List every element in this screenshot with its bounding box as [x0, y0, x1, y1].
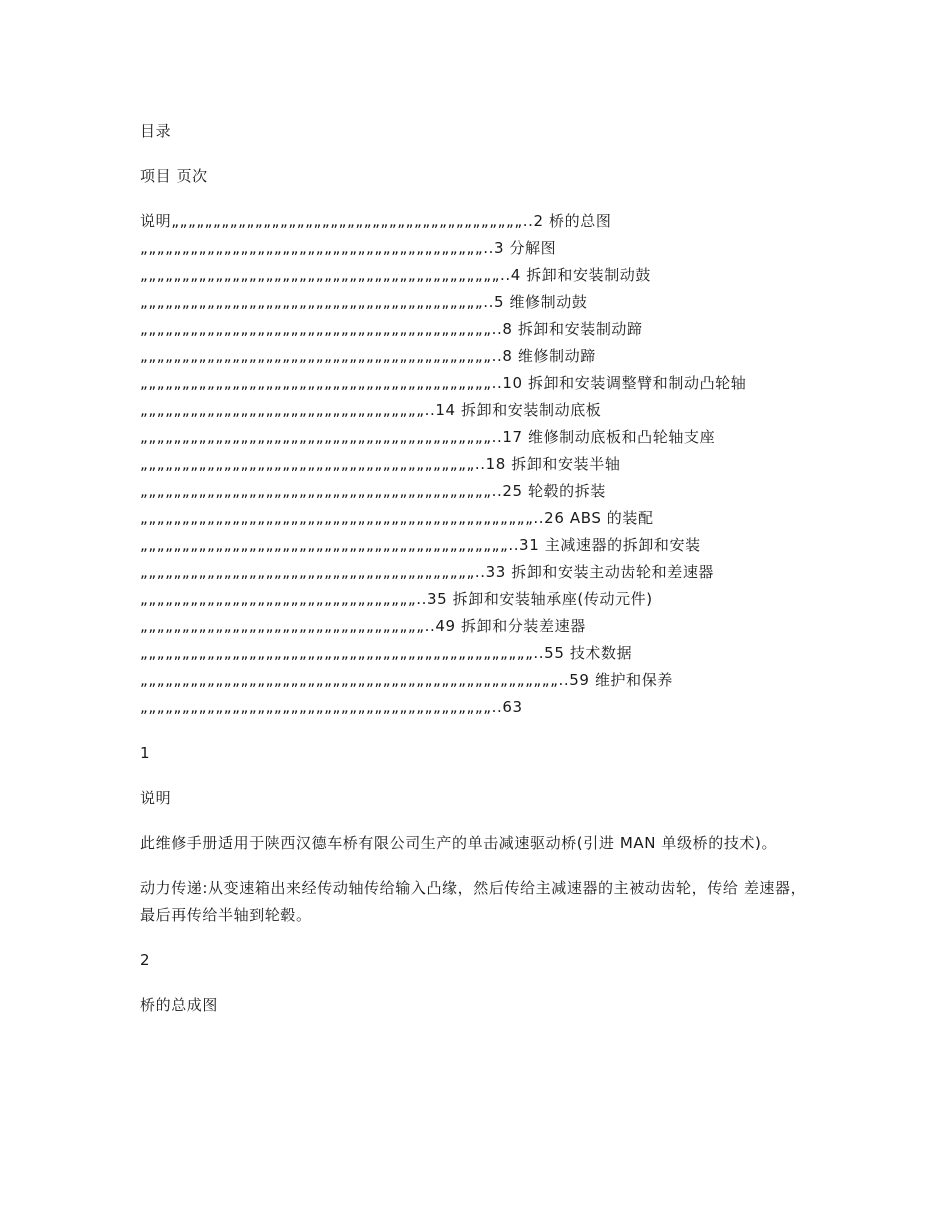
document-page [140, 118, 808, 1019]
page-number: 1 [140, 744, 151, 762]
page-number: 2 [140, 951, 151, 969]
power-transmission-paragraph: 动力传递:从变速箱出来经传动轴传给输入凸缘，然后传给主减速器的主被动齿轮，传给 差速器，最后再传给半轴到轮毂。 [140, 879, 807, 924]
section-title-intro: 说明 [140, 789, 172, 807]
toc-column-headers: 项目 页次 [140, 167, 208, 185]
intro-paragraph: 此维修手册适用于陕西汉德车桥有限公司生产的单击减速驱动桥(引进 MAN 单级桥的技术)。 [140, 834, 778, 852]
toc-heading: 目录 [140, 122, 172, 140]
section-title-assembly: 桥的总成图 [140, 996, 219, 1014]
toc-entries: 说明„„„„„„„„„„„„„„„„„„„„„„„„„„„„„„„„„„„„„„„„„„..2 桥的总图„„„„„„„„„„„„„„„„„„„„„„„„„„„„„„„„„„„„„„„„„..3 分解图„„„„„„„„„„„„„„„„„„„„„„„„„„„„„„„„„„„„„„„„„„„..4 拆卸和安装制动鼓„„„„„„„„„„„„„„„„„„„„„„„„„„„„„„„„„„„„„„„„„..5 维修制动鼓„„„„„„„„„„„„„„„„„„„„„„„„„„„„„„„„„„„„„„„„„„..8 拆卸和安装制动蹄„„„„„„„„„„„„„„„„„„„„„„„„„„„„„„„„„„„„„„„„„„..8 维修制动蹄„„„„„„„„„„„„„„„„„„„„„„„„„„„„„„„„„„„„„„„„„„..10 拆卸和安装调整臂和制动凸轮轴„„„„„„„„„„„„„„„„„„„„„„„„„„„„„„„„„„..14 拆卸和安装制动底板„„„„„„„„„„„„„„„„„„„„„„„„„„„„„„„„„„„„„„„„„„..17 维修制动底板和凸轮轴支座„„„„„„„„„„„„„„„„„„„„„„„„„„„„„„„„„„„„„„„„..18 拆卸和安装半轴„„„„„„„„„„„„„„„„„„„„„„„„„„„„„„„„„„„„„„„„„„..25 轮毂的拆装„„„„„„„„„„„„„„„„„„„„„„„„„„„„„„„„„„„„„„„„„„„„„„„..26 ABS 的装配„„„„„„„„„„„„„„„„„„„„„„„„„„„„„„„„„„„„„„„„„„„„..31 主减速器的拆卸和安装„„„„„„„„„„„„„„„„„„„„„„„„„„„„„„„„„„„„„„„„..33 拆卸和安装主动齿轮和差速器„„„„„„„„„„„„„„„„„„„„„„„„„„„„„„„„„..35 拆卸和安装轴承座(传动元件)„„„„„„„„„„„„„„„„„„„„„„„„„„„„„„„„„„..49 拆卸和分装差速器„„„„„„„„„„„„„„„„„„„„„„„„„„„„„„„„„„„„„„„„„„„„„„„..55 技术数据„„„„„„„„„„„„„„„„„„„„„„„„„„„„„„„„„„„„„„„„„„„„„„„„„„..59 维护和保养„„„„„„„„„„„„„„„„„„„„„„„„„„„„„„„„„„„„„„„„„„..63 [140, 212, 747, 716]
